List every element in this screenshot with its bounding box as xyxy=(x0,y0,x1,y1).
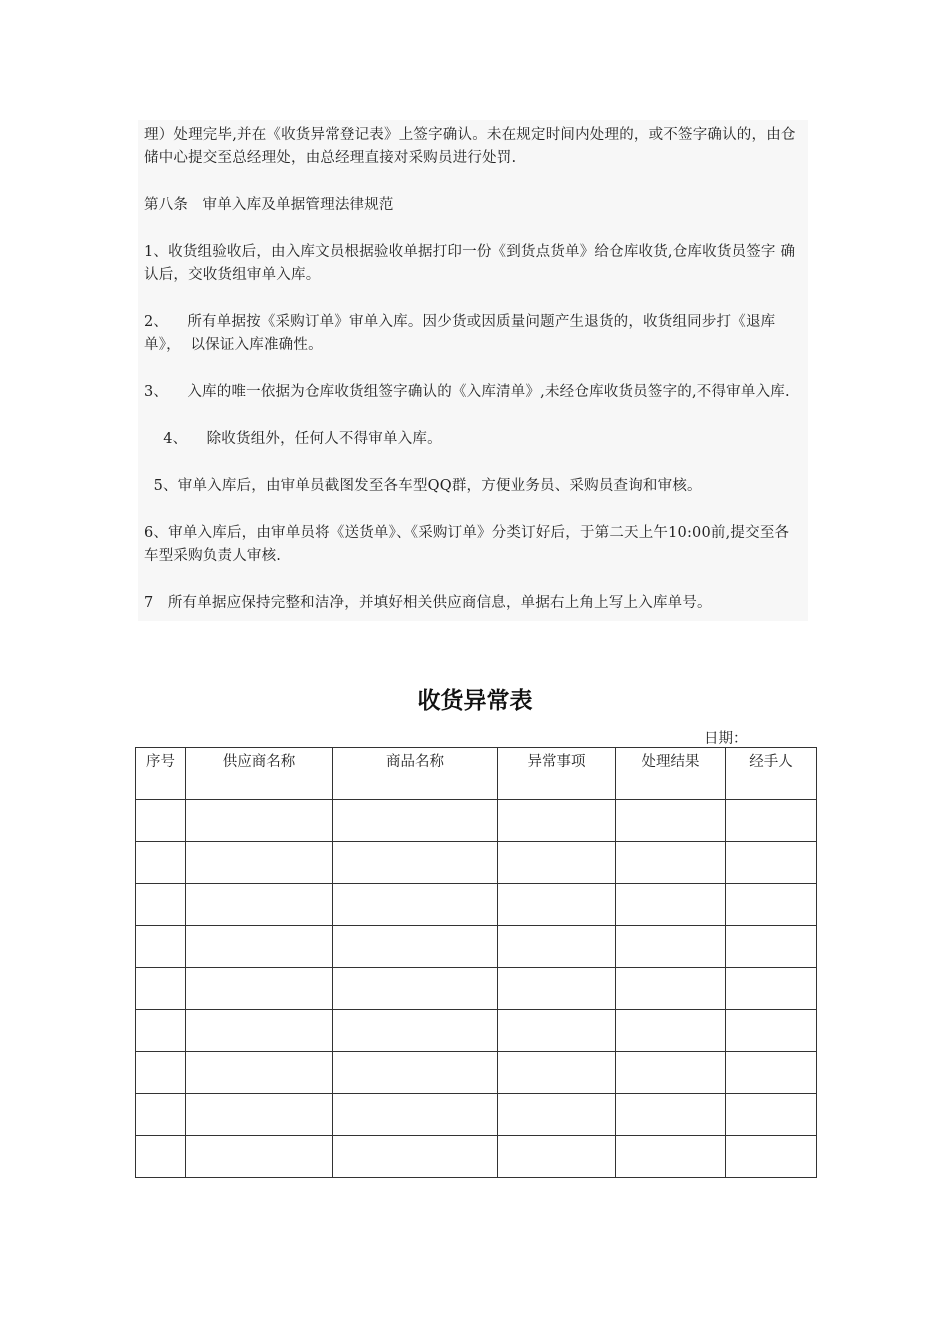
table-row xyxy=(136,1136,817,1178)
table-cell xyxy=(616,842,726,884)
table-cell xyxy=(186,884,333,926)
receiving-abnormal-table xyxy=(135,747,817,1178)
paragraph-item-7: 7 所有单据应保持完整和洁净，并填好相关供应商信息，单据右上角上写上入库单号。 xyxy=(144,595,712,611)
table-row xyxy=(136,926,817,968)
paragraph-item-1: 1、收货组验收后，由入库文员根据验收单据打印一份《到货点货单》给仓库收货,仓库收货员签字 确认后，交收货组审单入库。 xyxy=(144,244,796,283)
paragraph-item-6: 6、审单入库后，由审单员将《送货单》、《采购订单》分类订好后，于第二天上午10:00前,提交至各车型采购负责人审核. xyxy=(144,525,790,564)
table-cell xyxy=(186,1136,333,1178)
table-cell xyxy=(498,1136,616,1178)
table-cell xyxy=(136,842,186,884)
paragraph-item-4: 4、 除收货组外，任何人不得审单入库。 xyxy=(144,431,442,447)
table-cell xyxy=(726,800,817,842)
column-header-supplier: 供应商名称 xyxy=(186,748,333,800)
table-row xyxy=(136,842,817,884)
table-cell xyxy=(726,926,817,968)
table-cell xyxy=(333,968,498,1010)
table-cell xyxy=(333,1052,498,1094)
date-label: 日期： xyxy=(704,731,748,747)
column-header-result: 处理结果 xyxy=(616,748,726,800)
paragraph-article-eight-heading: 第八条 审单入库及单据管理法律规范 xyxy=(144,197,394,213)
table-cell xyxy=(616,1010,726,1052)
column-header-issue: 异常事项 xyxy=(498,748,616,800)
table-cell xyxy=(726,1136,817,1178)
table-cell xyxy=(136,926,186,968)
table-cell xyxy=(616,1136,726,1178)
table-cell xyxy=(136,1136,186,1178)
table-row xyxy=(136,1052,817,1094)
table-cell xyxy=(616,926,726,968)
table-cell xyxy=(333,842,498,884)
table-cell xyxy=(498,884,616,926)
table-cell xyxy=(136,1010,186,1052)
table-cell xyxy=(616,1052,726,1094)
table-cell xyxy=(186,926,333,968)
paragraph-item-3: 3、 入库的唯一依据为仓库收货组签字确认的《入库清单》,未经仓库收货员签字的,不得审单入库. xyxy=(144,384,790,400)
table-cell xyxy=(136,1052,186,1094)
table-cell xyxy=(136,800,186,842)
table-cell xyxy=(498,842,616,884)
table-header-row xyxy=(136,748,817,800)
table-cell xyxy=(726,884,817,926)
paragraph-item-2: 2、 所有单据按《采购订单》审单入库。因少货或因质量问题产生退货的，收货组同步打《退库单》， 以保证入库准确性。 xyxy=(144,314,776,353)
column-header-product: 商品名称 xyxy=(333,748,498,800)
table-cell xyxy=(498,1052,616,1094)
table-cell xyxy=(726,1010,817,1052)
table-row xyxy=(136,1094,817,1136)
table-cell xyxy=(498,1094,616,1136)
paragraph-item-5: 5、审单入库后，由审单员截图发至各车型QQ群，方便业务员、采购员查询和审核。 xyxy=(144,478,702,494)
table-cell xyxy=(333,1136,498,1178)
table-cell xyxy=(498,800,616,842)
table-cell xyxy=(616,968,726,1010)
table-cell xyxy=(726,968,817,1010)
column-header-handler: 经手人 xyxy=(726,748,817,800)
column-header-seq: 序号 xyxy=(136,748,186,800)
table-cell xyxy=(186,968,333,1010)
table-body xyxy=(136,800,817,1178)
table-cell xyxy=(186,1094,333,1136)
table-cell xyxy=(498,1010,616,1052)
table-cell xyxy=(726,1094,817,1136)
table-row xyxy=(136,1010,817,1052)
table-cell xyxy=(616,1094,726,1136)
table-cell xyxy=(136,1094,186,1136)
table-cell xyxy=(186,842,333,884)
table-cell xyxy=(186,1052,333,1094)
table-cell xyxy=(726,1052,817,1094)
table-cell xyxy=(136,884,186,926)
table-row xyxy=(136,968,817,1010)
table-cell xyxy=(136,968,186,1010)
table-cell xyxy=(498,968,616,1010)
table-cell xyxy=(333,884,498,926)
table-cell xyxy=(616,884,726,926)
form-title: 收货异常表 xyxy=(417,688,533,714)
table-cell xyxy=(186,1010,333,1052)
table-cell xyxy=(616,800,726,842)
table-cell xyxy=(726,842,817,884)
table-cell xyxy=(333,1010,498,1052)
table-row xyxy=(136,884,817,926)
regulation-text xyxy=(138,120,808,621)
table-cell xyxy=(333,926,498,968)
table-cell xyxy=(333,800,498,842)
table-cell xyxy=(186,800,333,842)
paragraph-handling-completion: 理）处理完毕,并在《收货异常登记表》上签字确认。未在规定时间内处理的，或不签字确认的，由仓储中心提交至总经理处，由总经理直接对采购员进行处罚. xyxy=(144,127,796,166)
table-cell xyxy=(498,926,616,968)
table-row xyxy=(136,800,817,842)
table-cell xyxy=(333,1094,498,1136)
